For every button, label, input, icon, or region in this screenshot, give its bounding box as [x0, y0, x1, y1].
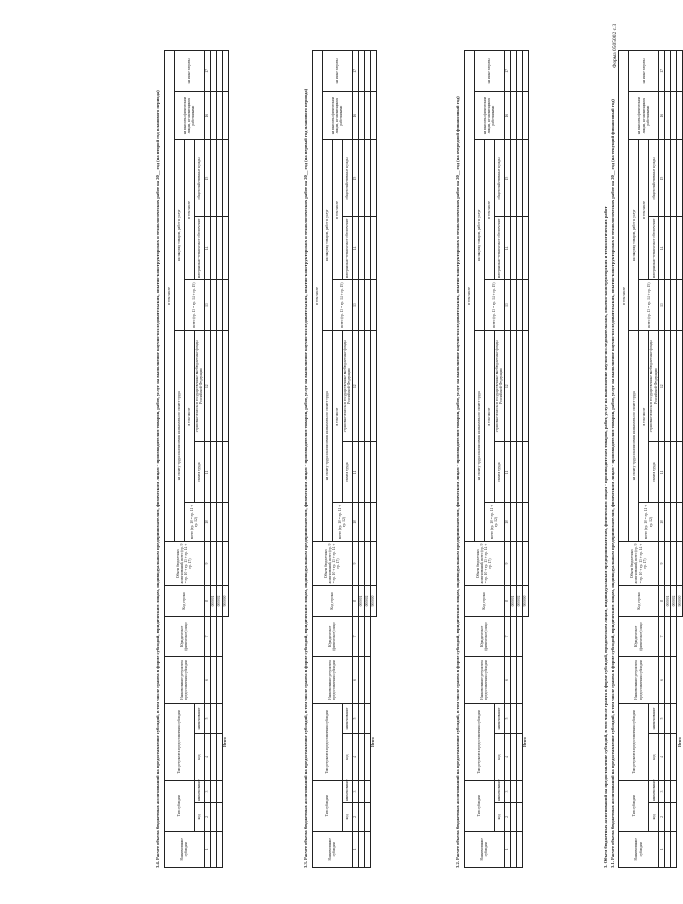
total-label: Итого [677, 737, 682, 747]
table-cell [222, 541, 228, 586]
column-number: 10 [352, 503, 358, 542]
column-number: 6 [659, 657, 665, 704]
header-yur-lico: Юридическое (физическое) лицо [464, 616, 504, 657]
header-vsego-13: всего (гр. 13 = гр. 14 + гр. 15) [332, 280, 352, 331]
header-yur-lico: Юридическое (физическое) лицо [164, 616, 204, 657]
column-number: 13 [204, 280, 210, 331]
header-mat-tech: материально-техническое обеспечение [494, 217, 504, 280]
header-na-oplatu: на оплату труда и начисления на выплаты по оплате труда [174, 330, 184, 541]
header-vsego-13: всего (гр. 13 = гр. 14 + гр. 15) [484, 280, 504, 331]
header-kod: код [342, 734, 352, 781]
table-cell [222, 91, 228, 140]
header-naim-rezultata: Наименование результата предоставления субсидии [164, 657, 204, 704]
header-kod: код [649, 734, 659, 781]
column-number: 6 [352, 657, 358, 704]
header-oplata: оплата труда [494, 442, 504, 503]
header-naim-rezultata: Наименование результата предоставления субсидии [464, 657, 504, 704]
column-number: 7 [352, 616, 358, 657]
table-cell [222, 503, 228, 542]
header-na-inye: на иные затраты [629, 51, 659, 92]
header-sub: в том числе [184, 330, 194, 502]
total-code: 900000 [522, 586, 528, 616]
row-code: 000001 [210, 586, 216, 616]
header-sub: в том числе [484, 140, 494, 280]
header-na-oplatu: на оплату труда и начисления на выплаты по оплате труда [322, 330, 332, 541]
table-cell [370, 503, 376, 542]
header-oplata: оплата труда [194, 442, 204, 503]
header-yur-lico: Юридическое (физическое) лицо [312, 616, 352, 657]
column-number: 8 [504, 586, 510, 616]
column-number: 12 [204, 330, 210, 441]
table-cell [222, 280, 228, 331]
header-kod: код [494, 734, 504, 781]
header-v-tom-chisle: в том числе [619, 51, 629, 542]
header-row [312, 51, 322, 868]
total-label: Итого [523, 737, 528, 747]
column-number: 2 [659, 803, 665, 831]
column-number: 15 [352, 140, 358, 217]
table-cell [677, 280, 683, 331]
header-naimenovanie: наименование [194, 703, 204, 733]
header-mat-tech: материально-техническое обеспечение [194, 217, 204, 280]
table-cell [222, 442, 228, 503]
header-row [649, 51, 659, 868]
header-vsego-10: всего (гр. 10 = гр. 11 + гр. 12) [332, 503, 352, 542]
table-cell [522, 217, 528, 280]
column-number: 4 [352, 734, 358, 781]
column-number: 14 [659, 217, 665, 280]
column-number: 11 [352, 442, 358, 503]
form-number: Форма 0505002 с.3 [612, 23, 618, 68]
section-title: 3.1. Расчет объема бюджетных ассигнований на предоставление субсидий, в том числе гранта в форме субсидий, юридическим лицам, индивидуальным предпринимателям, физическим лицам - производителям товаров, работ, услуг на выполнение научно-исследовательских, опытно-конструкторских и технологических работ на 20__ год (на текущий финансовый год) [609, 99, 615, 868]
column-number: 1 [659, 831, 665, 867]
row-code: 000001 [510, 586, 516, 616]
column-number: 4 [659, 734, 665, 781]
header-kod-stroki: Код строки [619, 586, 659, 616]
header-tip-subsidii: Тип субсидии [619, 780, 649, 831]
table-cell [222, 51, 228, 92]
header-kod: код [194, 803, 204, 831]
column-number: 5 [204, 703, 210, 733]
total-code: 900000 [370, 586, 376, 616]
column-number: 7 [659, 616, 665, 657]
column-number: 17 [352, 51, 358, 92]
table-cell [677, 51, 683, 92]
header-obem: Объем бюджетных ассигнований, всего (гр. 9 = гр. 10 + гр. 13 + гр. 14 + гр. 17) [464, 541, 504, 586]
table-cell [522, 330, 528, 441]
column-number: 12 [659, 330, 665, 441]
table-cell [522, 442, 528, 503]
header-naimenovanie: наименование [494, 780, 504, 802]
header-naimenovanie: наименование [342, 703, 352, 733]
header-row [619, 51, 629, 868]
table-cell [370, 217, 376, 280]
header-kod: код [494, 803, 504, 831]
header-row [194, 51, 204, 868]
header-naimenovanie: наименование [494, 703, 504, 733]
column-number: 13 [352, 280, 358, 331]
header-naim-subsidii: Наименование субсидии [312, 831, 352, 867]
total-label: Итого [223, 737, 228, 747]
calc-table [164, 50, 229, 868]
section-4 [155, 50, 229, 868]
header-tip-rezultata: Тип результата предоставления субсидии [312, 703, 342, 780]
header-naim-rezultata: Наименование результата предоставления субсидии [619, 657, 659, 704]
header-tip-subsidii: Тип субсидии [164, 780, 194, 831]
header-na-inye: на иные затраты [322, 51, 352, 92]
calc-table [618, 50, 683, 868]
header-kod-stroki: Код строки [464, 586, 504, 616]
header-vsego-13: всего (гр. 13 = гр. 14 + гр. 15) [639, 280, 659, 331]
header-vsego-10: всего (гр. 10 = гр. 11 + гр. 12) [639, 503, 659, 542]
header-sub: в том числе [184, 140, 194, 280]
header-obshchehoz: общехозяйственные нужды [342, 140, 352, 217]
table-cell [222, 217, 228, 280]
table-cell [522, 280, 528, 331]
header-strahovye: страховые взносы в государственные внебюджетные фонды Российской Федерации [194, 330, 204, 441]
header-kod: код [649, 803, 659, 831]
column-number: 8 [352, 586, 358, 616]
header-sub: в том числе [639, 140, 649, 280]
column-number: 14 [352, 217, 358, 280]
column-number: 15 [504, 140, 510, 217]
header-tip-subsidii: Тип субсидии [312, 780, 342, 831]
table-cell [677, 442, 683, 503]
column-number: 10 [204, 503, 210, 542]
total-row [370, 51, 376, 868]
table-cell [222, 330, 228, 441]
header-v-tom-chisle: в том числе [164, 51, 174, 542]
table-cell [677, 91, 683, 140]
column-number: 3 [504, 780, 510, 802]
header-strahovye: страховые взносы в государственные внебюджетные фонды Российской Федерации [494, 330, 504, 441]
table-cell [522, 140, 528, 217]
column-number: 17 [659, 51, 665, 92]
table-cell [222, 140, 228, 217]
header-vsego-10: всего (гр. 10 = гр. 11 + гр. 12) [484, 503, 504, 542]
header-na-vyplaty: на выплаты физическим лицам, не являющимся работниками [322, 91, 352, 140]
table-cell [370, 91, 376, 140]
calc-table [312, 50, 377, 868]
header-vsego-13: всего (гр. 13 = гр. 14 + гр. 15) [184, 280, 204, 331]
total-row [222, 51, 228, 868]
column-number: 13 [659, 280, 665, 331]
table-cell [522, 91, 528, 140]
header-obem: Объем бюджетных ассигнований, всего (гр. 9 = гр. 10 + гр. 13 + гр. 14 + гр. 17) [619, 541, 659, 586]
header-naim-subsidii: Наименование субсидии [164, 831, 204, 867]
total-row [522, 51, 528, 868]
section-title: 3.3. Расчет объема бюджетных ассигнований на предоставление субсидий, в том числе гранта в форме субсидий, юридическим лицам, индивидуальным предпринимателям, физическим лицам - производителям товаров, работ, услуг на выполнение научно-исследовательских, опытно-конструкторских и технологических работ на 20__ год (на первый год планового периода) [303, 88, 308, 868]
header-kod-stroki: Код строки [312, 586, 352, 616]
header-kod: код [194, 734, 204, 781]
column-number: 16 [204, 91, 210, 140]
column-number: 2 [352, 803, 358, 831]
column-number: 6 [204, 657, 210, 704]
total-code: 900000 [677, 586, 683, 616]
header-oplata: оплата труда [649, 442, 659, 503]
header-row [164, 51, 174, 868]
header-na-zakupku: на закупку товаров, работ и услуг [174, 140, 184, 331]
header-naimenovanie: наименование [342, 780, 352, 802]
header-na-zakupku: на закупку товаров, работ и услуг [474, 140, 484, 331]
column-number: 15 [659, 140, 665, 217]
header-naim-subsidii: Наименование субсидии [619, 831, 659, 867]
column-number: 16 [504, 91, 510, 140]
column-number: 11 [204, 442, 210, 503]
column-number: 3 [352, 780, 358, 802]
total-code: 900000 [222, 586, 228, 616]
header-obshchehoz: общехозяйственные нужды [194, 140, 204, 217]
table-cell [522, 541, 528, 586]
header-sub: в том числе [332, 140, 342, 280]
header-na-vyplaty: на выплаты физическим лицам, не являющимся работниками [474, 91, 504, 140]
column-number: 5 [352, 703, 358, 733]
column-number: 17 [504, 51, 510, 92]
table-cell [370, 140, 376, 217]
header-sub: в том числе [484, 330, 494, 502]
table-cell [370, 51, 376, 92]
header-row [342, 51, 352, 868]
column-number: 9 [204, 541, 210, 586]
section-title: 3.2. Расчет объема бюджетных ассигнований на предоставление субсидий, в том числе гранта в форме субсидий, юридическим лицам, индивидуальным предпринимателям, физическим лицам - производителям товаров, работ, услуг на выполнение научно-исследовательских, опытно-конструкторских и технологических работ на 20__ год (на очередной финансовый год) [455, 96, 460, 868]
column-number: 5 [659, 703, 665, 733]
header-vsego-10: всего (гр. 10 = гр. 11 + гр. 12) [184, 503, 204, 542]
column-number: 2 [504, 803, 510, 831]
table-cell [370, 541, 376, 586]
section-title: 3.4. Расчет объема бюджетных ассигнований на предоставление субсидий, в том числе гранта в форме субсидий, юридическим лицам, индивидуальным предпринимателям, физическим лицам - производителям товаров, работ, услуг на выполнение научно-исследовательских, опытно-конструкторских и технологических работ на 20__ год (на второй год планового периода) [155, 90, 160, 868]
column-number: 1 [504, 831, 510, 867]
column-number: 10 [659, 503, 665, 542]
header-tip-rezultata: Тип результата предоставления субсидии [619, 703, 649, 780]
header-na-oplatu: на оплату труда и начисления на выплаты по оплате труда [474, 330, 484, 541]
header-naim-rezultata: Наименование результата предоставления субсидии [312, 657, 352, 704]
column-number: 8 [204, 586, 210, 616]
header-naimenovanie: наименование [649, 703, 659, 733]
header-obshchehoz: общехозяйственные нужды [494, 140, 504, 217]
column-number: 9 [504, 541, 510, 586]
table-cell [522, 503, 528, 542]
table-cell [370, 442, 376, 503]
column-number: 12 [504, 330, 510, 441]
header-row [494, 51, 504, 868]
header-obshchehoz: общехозяйственные нужды [649, 140, 659, 217]
total-row [677, 51, 683, 868]
row-code: 000001 [358, 586, 364, 616]
header-obem: Объем бюджетных ассигнований, всего (гр. 9 = гр. 10 + гр. 13 + гр. 14 + гр. 17) [312, 541, 352, 586]
column-number: 14 [204, 217, 210, 280]
table-cell [677, 541, 683, 586]
column-number: 2 [204, 803, 210, 831]
row-code: 000001 [665, 586, 671, 616]
column-number: 7 [504, 616, 510, 657]
header-obem: Объем бюджетных ассигнований, всего (гр. 9 = гр. 10 + гр. 13 + гр. 14 + гр. 17) [164, 541, 204, 586]
header-tip-rezultata: Тип результата предоставления субсидии [464, 703, 494, 780]
column-number: 4 [204, 734, 210, 781]
section-intro: 3. Объем бюджетных ассигнований на предоставление субсидий, в том числе гранта в форме субсидий, юридическим лицам, индивидуальным предпринимателям, физическим лицам - производителям товаров, работ, услуг на выполнение научно-исследовательских, опытно-конструкторских и технологических работ [603, 206, 608, 868]
column-number: 14 [504, 217, 510, 280]
header-sub: в том числе [639, 330, 649, 502]
header-tip-rezultata: Тип результата предоставления субсидии [164, 703, 194, 780]
header-strahovye: страховые взносы в государственные внебюджетные фонды Российской Федерации [342, 330, 352, 441]
column-number: 1 [352, 831, 358, 867]
header-na-inye: на иные затраты [174, 51, 204, 92]
section-3 [303, 50, 377, 868]
row-code: 000002 [364, 586, 370, 616]
column-number: 11 [659, 442, 665, 503]
column-number: 9 [659, 541, 665, 586]
header-kod-stroki: Код строки [164, 586, 204, 616]
column-number: 1 [204, 831, 210, 867]
total-label: Итого [371, 737, 376, 747]
header-mat-tech: материально-техническое обеспечение [649, 217, 659, 280]
column-number: 4 [504, 734, 510, 781]
header-mat-tech: материально-техническое обеспечение [342, 217, 352, 280]
header-row [464, 51, 474, 868]
header-na-vyplaty: на выплаты физическим лицам, не являющимся работниками [174, 91, 204, 140]
column-number: 8 [659, 586, 665, 616]
header-na-zakupku: на закупку товаров, работ и услуг [322, 140, 332, 331]
header-v-tom-chisle: в том числе [312, 51, 322, 542]
column-number: 17 [204, 51, 210, 92]
header-sub: в том числе [332, 330, 342, 502]
column-number: 10 [504, 503, 510, 542]
calc-table [464, 50, 529, 868]
header-yur-lico: Юридическое (физическое) лицо [619, 616, 659, 657]
section-1 [603, 50, 683, 868]
header-strahovye: страховые взносы в государственные внебюджетные фонды Российской Федерации [649, 330, 659, 441]
header-naimenovanie: наименование [649, 780, 659, 802]
column-number: 3 [659, 780, 665, 802]
column-number: 16 [352, 91, 358, 140]
header-kod: код [342, 803, 352, 831]
header-v-tom-chisle: в том числе [464, 51, 474, 542]
row-code: 000002 [671, 586, 677, 616]
section-2 [455, 50, 529, 868]
row-code: 000002 [516, 586, 522, 616]
column-number: 9 [352, 541, 358, 586]
table-cell [522, 51, 528, 92]
column-number: 6 [504, 657, 510, 704]
column-number: 15 [204, 140, 210, 217]
column-number: 12 [352, 330, 358, 441]
row-code: 000002 [216, 586, 222, 616]
header-na-inye: на иные затраты [474, 51, 504, 92]
column-number: 11 [504, 442, 510, 503]
header-naimenovanie: наименование [194, 780, 204, 802]
header-naim-subsidii: Наименование субсидии [464, 831, 504, 867]
column-number: 3 [204, 780, 210, 802]
table-cell [677, 140, 683, 217]
column-number: 16 [659, 91, 665, 140]
table-cell [677, 330, 683, 441]
table-cell [370, 330, 376, 441]
table-cell [677, 503, 683, 542]
table-cell [677, 217, 683, 280]
column-number: 13 [504, 280, 510, 331]
table-cell [370, 280, 376, 331]
column-number: 7 [204, 616, 210, 657]
header-na-oplatu: на оплату труда и начисления на выплаты по оплате труда [629, 330, 639, 541]
header-na-vyplaty: на выплаты физическим лицам, не являющимся работниками [629, 91, 659, 140]
header-oplata: оплата труда [342, 442, 352, 503]
column-number: 5 [504, 703, 510, 733]
header-tip-subsidii: Тип субсидии [464, 780, 494, 831]
header-na-zakupku: на закупку товаров, работ и услуг [629, 140, 639, 331]
